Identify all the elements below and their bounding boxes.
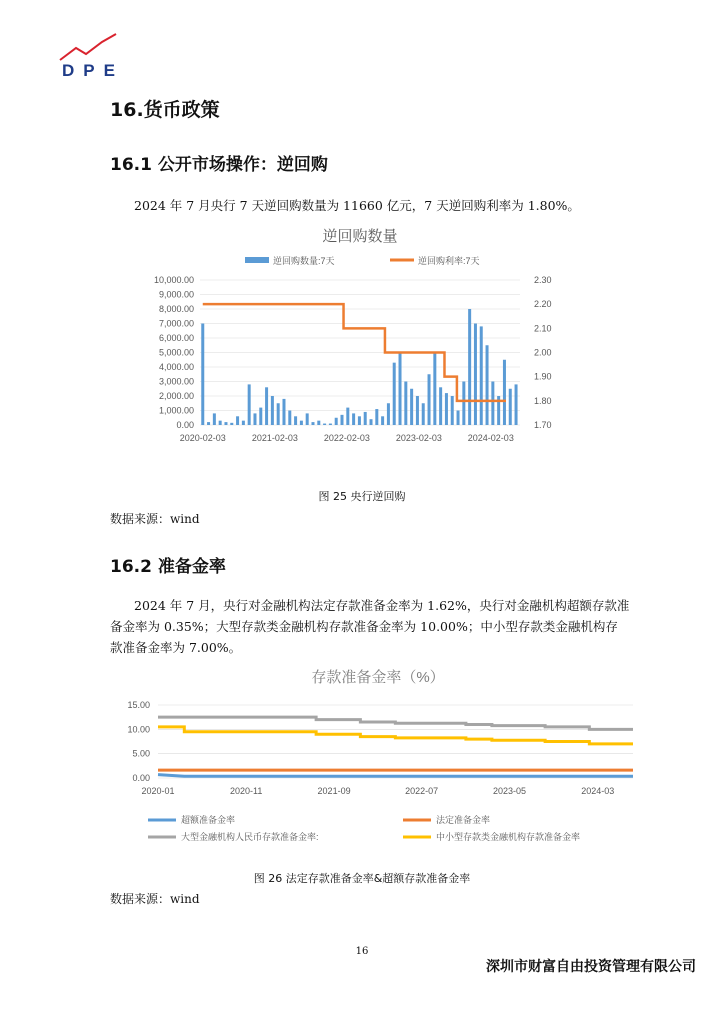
reserve-ratio-chart: [108, 660, 648, 860]
bar: [346, 408, 349, 425]
subsection-title-2: 16.2 准备金率: [110, 557, 226, 577]
chart-axes: [127, 700, 614, 796]
bar: [474, 324, 477, 426]
bar: [364, 412, 367, 425]
bar: [277, 403, 280, 425]
legend-label: 中小型存款类金融机构存款准备金率: [436, 832, 581, 842]
bar: [509, 389, 512, 425]
x-tick-label: 2021-02-03: [251, 433, 298, 443]
y-right-tick-label: 2.30: [534, 275, 552, 285]
bar: [515, 384, 518, 425]
x-tick-label: 2024-02-03: [467, 433, 514, 443]
y-left-tick-label: 2,000.00: [158, 391, 194, 401]
bar: [242, 421, 245, 425]
legend-label: 大型金融机构人民币存款准备金率:: [181, 832, 319, 842]
bar: [311, 422, 314, 425]
y-right-tick-label: 1.70: [534, 420, 552, 430]
bar: [248, 384, 251, 425]
bar: [422, 403, 425, 425]
x-tick-label: 2024-03: [581, 786, 615, 796]
bar: [236, 416, 239, 425]
y-left-tick-label: 4,000.00: [158, 362, 194, 372]
bar: [491, 382, 494, 426]
y-right-tick-label: 2.10: [534, 323, 552, 334]
bar: [381, 416, 384, 425]
bar: [387, 403, 390, 425]
bar: [300, 421, 303, 425]
y-left-tick-label: 1,000.00: [158, 405, 194, 416]
bar: [468, 309, 471, 425]
bar: [439, 387, 442, 425]
chart-legend: [148, 814, 580, 842]
bar: [219, 421, 222, 425]
series-line: [158, 775, 633, 777]
x-tick-label: 2020-11: [229, 786, 263, 796]
chart-title: 存款准备金率（%）: [311, 669, 445, 686]
legend-swatch-bars: [245, 257, 269, 263]
bar: [253, 413, 256, 425]
y-left-tick-label: 10,000.00: [153, 275, 194, 285]
y-left-tick-label: 8,000.00: [158, 304, 194, 314]
legend-label: 法定准备金率: [436, 815, 491, 825]
y-left-tick-label: 6,000.00: [158, 333, 194, 343]
bar: [265, 387, 268, 425]
bar: [462, 382, 465, 426]
bar: [329, 424, 332, 425]
x-tick-label: 2022-02-03: [323, 433, 370, 443]
bar: [341, 415, 344, 425]
bar: [451, 396, 454, 425]
y-left-tick-label: 0.00: [176, 420, 194, 430]
x-tick-label: 2023-05: [493, 786, 527, 796]
y-right-tick-label: 1.80: [534, 395, 552, 406]
bar: [503, 360, 506, 425]
y-right-tick-label: 2.20: [534, 299, 552, 310]
legend-label-bars: 逆回购数量:7天: [273, 256, 335, 266]
subsection-title-1: 16.1 公开市场操作：逆回购: [110, 155, 328, 175]
data-source-1: 数据来源：wind: [110, 512, 200, 526]
bar: [335, 418, 338, 425]
series-line: [158, 717, 633, 729]
y-tick-label: 15.00: [127, 700, 150, 710]
bar: [288, 411, 291, 426]
chart-title: 逆回购数量: [322, 228, 398, 245]
y-right-tick-label: 2.00: [534, 347, 552, 358]
bar: [393, 363, 396, 425]
legend-label-line: 逆回购利率:7天: [418, 256, 480, 266]
bar: [404, 382, 407, 426]
bar: [480, 326, 483, 425]
bar: [410, 389, 413, 425]
y-left-tick-label: 7,000.00: [158, 318, 194, 329]
y-left-tick-label: 3,000.00: [158, 376, 194, 387]
bar: [375, 409, 378, 425]
bar: [282, 399, 285, 425]
reverse-repo-chart: [130, 220, 570, 455]
section-title: 16.货币政策: [110, 99, 220, 121]
bar: [416, 396, 419, 425]
figure-caption-25: 图 25 央行逆回购: [318, 490, 406, 503]
bar: [486, 345, 489, 425]
chart-legend: [245, 255, 480, 266]
bar: [352, 413, 355, 425]
bar: [259, 408, 262, 425]
bar: [399, 353, 402, 426]
data-source-2: 数据来源：wind: [110, 892, 200, 906]
page-number: 16: [355, 946, 369, 957]
bar: [317, 421, 320, 425]
x-tick-label: 2022-07: [405, 786, 439, 796]
line-series: [158, 717, 633, 776]
bar: [358, 416, 361, 425]
paragraph-2: 2024 年 7 月，央行对金融机构法定存款准备金率为 1.62%，央行对金融机构超额存款准备金率为 0.35%；大型存款类金融机构存款准备金率为 10.00%；中小型存款类金融机构存款准备金率为 7.00%。: [110, 598, 630, 655]
bar: [370, 419, 373, 425]
logo-text: DPE: [62, 61, 124, 80]
y-tick-label: 0.00: [132, 773, 150, 783]
bar: [207, 422, 210, 425]
bar: [445, 393, 448, 425]
y-tick-label: 10.00: [127, 724, 150, 735]
x-tick-label: 2023-02-03: [395, 433, 442, 443]
bar: [224, 422, 227, 425]
y-tick-label: 5.00: [132, 748, 150, 759]
bar: [271, 396, 274, 425]
bar: [306, 413, 309, 425]
bar: [294, 416, 297, 425]
paragraph-1: 2024 年 7 月央行 7 天逆回购数量为 11660 亿元，7 天逆回购利率为 1.80%。: [134, 198, 580, 213]
figure-caption-26: 图 26 法定存款准备金率&超额存款准备金率: [253, 872, 471, 885]
x-tick-label: 2021-09: [317, 786, 351, 796]
y-left-tick-label: 9,000.00: [158, 289, 194, 300]
legend-label: 超额准备金率: [181, 815, 236, 825]
bar: [433, 353, 436, 426]
bar: [213, 413, 216, 425]
x-tick-label: 2020-01: [141, 786, 175, 796]
bar: [428, 374, 431, 425]
bar: [323, 424, 326, 425]
y-right-tick-label: 1.90: [534, 371, 552, 382]
bar: [457, 411, 460, 426]
bar: [230, 423, 233, 425]
company-name: 深圳市财富自由投资管理有限公司: [486, 959, 696, 975]
bar: [201, 324, 204, 426]
y-left-tick-label: 5,000.00: [158, 347, 194, 358]
x-tick-label: 2020-02-03: [179, 433, 226, 443]
